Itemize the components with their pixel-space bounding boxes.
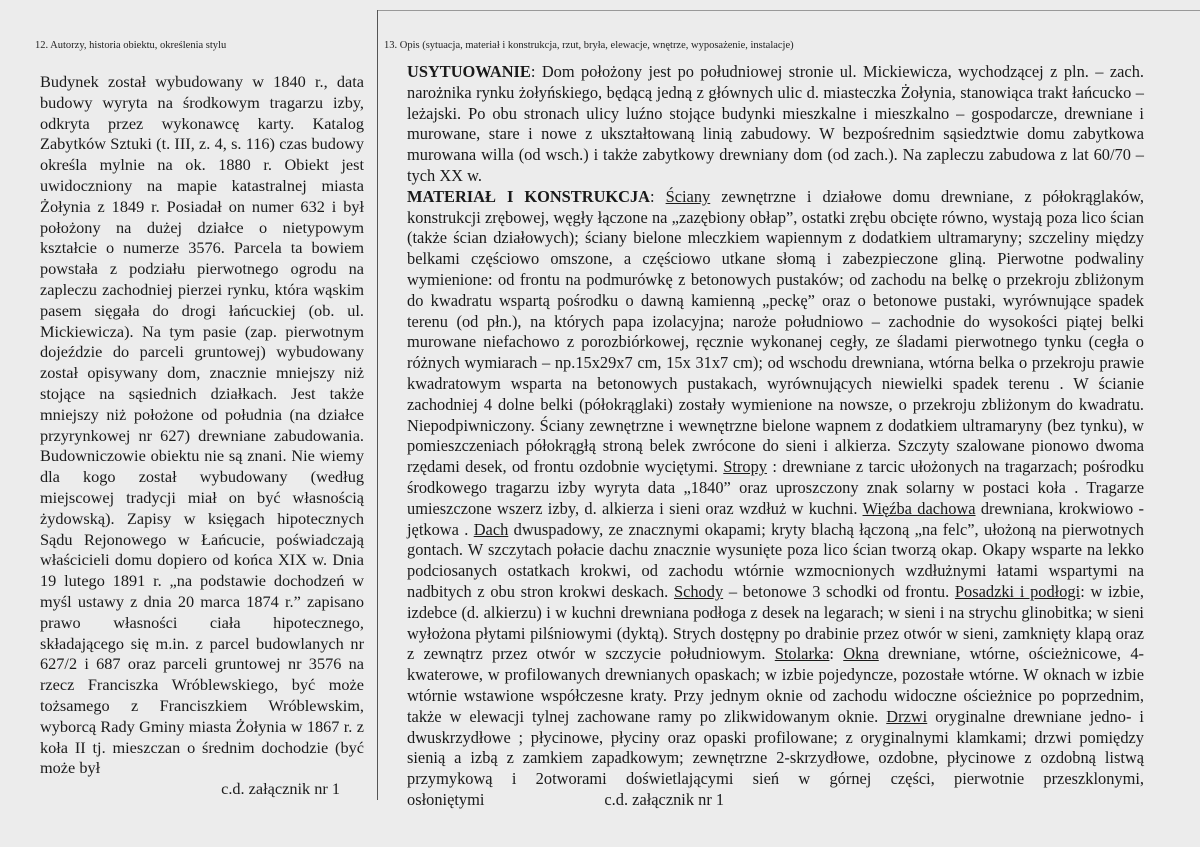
posadzki-label: Posadzki i podłogi (954, 581, 1081, 601)
stolarka-sep: : (829, 644, 844, 664)
schody-text: – betonowe 3 schodki od frontu. (723, 581, 955, 601)
column-divider (377, 10, 378, 800)
material-label: MATERIAŁ I KONSTRUKCJA (407, 186, 651, 206)
stolarka-label: Stolarka (774, 644, 830, 664)
drzwi-text: oryginalne drewniane jedno- i dwuskrzydłowe ; płycinowe, płyciny oraz opaski profilowane; z oryginalnymi klamkami; drzwi pomiędzy sienią a izbą z zamkiem zapadkowym; zewnętrzne 2-skrzydłowe, ozdobne, płycinowe z ozdobną listwą przymykową i 2otworami doświetlającymi sień w górnej części, pierwotnie przeszklonymi, osłoniętymi (407, 706, 1144, 809)
drzwi-label: Drzwi (886, 706, 928, 726)
continued-note-right: c.d. załącznik nr 1 (604, 789, 725, 809)
section-12-header: 12. Autorzy, historia obiektu, określenia stylu (35, 40, 227, 51)
top-border (377, 10, 1200, 11)
okna-label: Okna (843, 644, 879, 664)
history-text: Budynek został wybudowany w 1840 r., data budowy wyryta na środkowym tragarzu izby, odkryta przez wykonawcę karty. Katalog Zabytków Sztuki (t. III, z. 4, s. 116) czas budowy określa mylnie na ok. 1880 r. Obiekt jest uwidoczniony na mapie katastralnej miasta Żołynia z 1849 r. Posiadał on numer 632 i był położony na dużej działce o nietypowym kształcie o numerze 3576. Parcela ta bowiem powstała z podziału pierwotnego ogrodu na zapleczu zachodniej pierzei rynku, która wąskim pasem sięgała do drogi łańcuckiej (ob. ul. Mickiewicza). Na tym pasie (zap. pierwotnym dojeździe do parceli gruntowej) wybudowany został opisywany dom, znacznie mniejszy niż stojące na sąsiednich działkach. Jest także mniejszy niż położone od południa (na działce przyrynkowej nr 627) drewniane zabudowania. Budowniczowie obiektu nie są znani. Nie wiemy dla kogo został wybudowany (według miejscowej tradycji miał on być własnością żydowską). Zapisy w księgach hipotecznych Sądu Rejonowego w Łańcucie, poświadczają właścicieli domu dopiero od końca XIX w. Dnia 19 lutego 1891 r. „na podstawie dochodzeń w myśl ustawy z dnia 20 marca 1874 r.” zapisano prawo własności ciała hipotecznego, składającego się m.in. z parcel budowlanych nr 627/2 i 687 oraz parceli gruntowej nr 3576 na rzecz Franciszka Wróblewskiego, być może tożsamego z Franciszkiem Wróblewskim, wyborcą Rady Gminy miasta Żołynia w 1867 r. z koła II tj. mieszczan o średnim dochodzie (być może był (40, 72, 364, 778)
wiezba-label: Więźba dachowa (862, 498, 976, 518)
usytuowanie-label: USYTUOWANIE (407, 62, 531, 81)
stropy-label: Stropy (723, 457, 767, 477)
dach-text: dwuspadowy, ze znacznymi okapami; kryty blachą łączoną „na felc”, ułożoną na pierwotnych gontach. W szczytach połacie dachu znacznie wysunięte poza lico ścian tworzą okap. Okapy wsparte na lekko podciosanych ostatkach krokwi, od zachodu wtórnie wzmocnionych wzdłużnymi łatami wspartymi na nadbitych z obu stron krokwi deskach. (407, 519, 1144, 601)
description-column (407, 62, 1144, 811)
continued-note-left: c.d. załącznik nr 1 (221, 779, 340, 799)
sciany-label: Ściany (665, 186, 711, 206)
section-13-header: 13. Opis (sytuacja, materiał i konstrukcja, rzut, bryła, elewacje, wnętrze, wyposażenie, instalacje) (384, 40, 794, 51)
dach-label: Dach (473, 519, 509, 539)
usytuowanie-paragraph (407, 62, 1144, 187)
usytuowanie-text: : Dom położony jest po południowej stronie ul. Mickiewicza, wychodzącej z pln. – zach. narożnika rynku żołyńskiego, będącą jedną z głównych ulic d. miasteczka Żołynia, stanowiąca trakt łańcucko – leżajski. Po obu stronach ulicy luźno stojące budynki mieszkalne i mieszkalno – gospodarcze, drewniane i murowane, stare i nowe z ukształtowaną linią zabudowy. W bezpośrednim sąsiedztwie domu zabytkowa murowana willa (od wsch.) i także zabytkowy drewniany dom (od zach.). Na zapleczu zabudowa z lat 60/70 –tych XX w. (407, 62, 1144, 185)
sciany-text: zewnętrzne i działowe domu drewniane, z półokrąglaków, konstrukcji zrębowej, węgły łączone na „zazębiony obłap”, ostatki zrębu obcięte równo, wystają poza lico ścian (także ścian działowych); ściany bielone mleczkiem wapiennym z dodatkiem ultramaryny; szczeliny między belkami częściowo omszone, a częściowo utkane słomą i zabezpieczone gliną. Pierwotne podwaliny wymienione: od frontu na podmurówkę z betonowych pustaków; od zachodu na belkę o przekroju zbliżonym do kwadratu wspartą pośrodku o dawną kamienną „peckę” oraz o betonowe pustaki, wyrównujące spadek terenu (od płn.), na których papa izolacyjna; naroże południowo – zachodnie do wysokości piątej belki murowane niefachowo z porozbiórkowej, ręcznie wykonanej cegły, ze śladami pierwotnego tynku (cegła o różnych wymiarach – np.15x29x7 cm, 15x 31x7 cm); od wschodu drewniana, wtórna belka o przekroju prawie kwadratowym wsparta na betonowych pustakach, wyrównujących niewielki spadek terenu . W ścianie zachodniej 4 dolne belki (półokrąglaki) zostały wymienione na nowsze, o przekroju zbliżonym do kwadratu. Niepodpiwniczony. Ściany zewnętrzne i wewnętrzne bielone wapnem z dodatkiem ultramaryny (bez tynku), w pomieszczeniach półokrągłą stroną belek zwrócone do sieni i alkierza. Szczyty szalowane pionowo dwoma rzędami desek, od frontu ozdobnie wyciętymi. (407, 186, 1144, 477)
stropy-text: : drewniane z tarcic ułożonych na tragarzach; pośrodku środkowego tragarzu izby wyryta data „1840” oraz uproszczony znak solarny w postaci koła . Tragarze umieszczone wszerz izby, d. alkierza i sieni oraz wzdłuż w kuchni. (407, 457, 1144, 518)
history-column (40, 72, 364, 800)
material-paragraph (407, 187, 1144, 811)
material-sep: : (650, 186, 666, 206)
wiezba-text: drewniana, krokwiowo - jętkowa . (407, 498, 1144, 539)
posadzki-text: : w izbie, izdebce (d. alkierzu) i w kuchni drewniana podłoga z desek na legarach; w sieni i na strychu glinobitka; w sieni wyłożona płytami pilśniowymi (dyktą). Strych dostępny po drabinie przez otwór w sieni, zamknięty klapą oraz z zewnątrz przez otwór w szczycie południowym. (407, 581, 1144, 664)
schody-label: Schody (673, 581, 724, 601)
okna-text: drewniane, wtórne, ościeżnicowe, 4-kwaterowe, w profilowanych drewnianych opaskach; w izbie pojedyncze, pozostałe wtórne. W oknach w izbie wtórnie wstawione współczesne kraty. Przy jednym oknie od zachodu widoczne ościeżnice po poprzednim, także w elewacji tylnej zachowane ramy po zlikwidowanym oknie. (407, 644, 1144, 726)
